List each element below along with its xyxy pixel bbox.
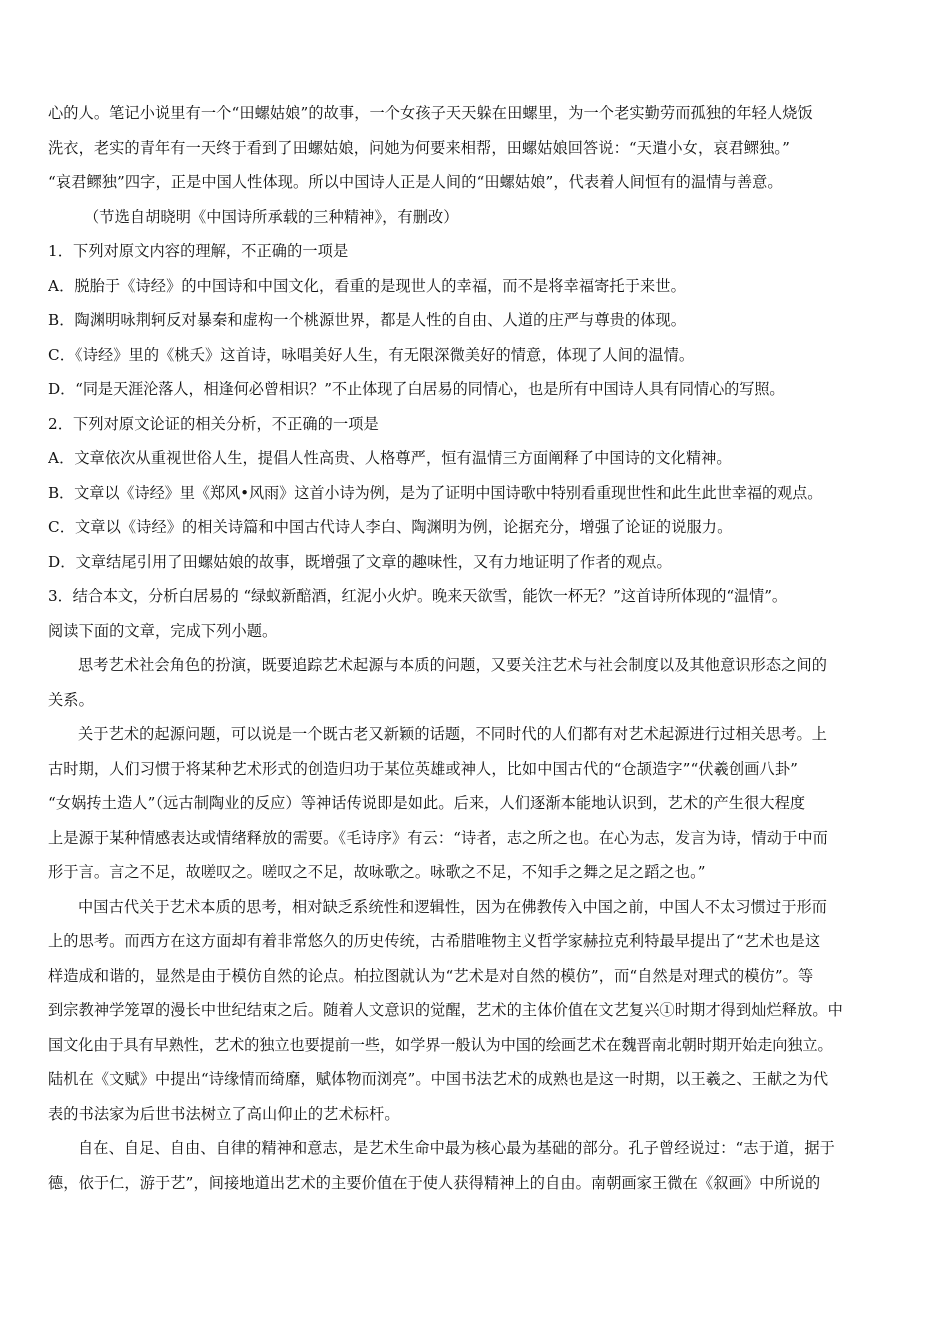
paragraph-line: 上的思考。而西方在这方面却有着非常悠久的历史传统，古希腊唯物主义哲学家赫拉克利特最早提出了“艺术也是这 <box>48 932 821 950</box>
question-2-stem: 2．下列对原文论证的相关分析，不正确的一项是 <box>48 414 379 433</box>
paragraph-line: 国文化由于具有早熟性，艺术的独立也要提前一些，如学界一般认为中国的绘画艺术在魏晋南北朝时期开始走向独立。 <box>48 1035 833 1054</box>
source-note: （节选自胡晓明《中国诗所承载的三种精神》，有删改） <box>84 207 459 226</box>
question-1-option-c: C．《诗经》里的《桃夭》这首诗，咏唱美好人生，有无限深微美好的情意，体现了人间的温情。 <box>48 345 695 364</box>
paragraph-line: 思考艺术社会角色的扮演，既要追踪艺术起源与本质的问题，又要关注艺术与社会制度以及其他意识形态之间的 <box>78 656 828 674</box>
paragraph-line: 德，依于仁，游于艺”，间接地道出艺术的主要价值在于使人获得精神上的自由。南朝画家王微在《叙画》中所说的 <box>48 1173 821 1192</box>
paragraph-line: 样造成和谐的，显然是由于模仿自然的论点。柏拉图就认为“艺术是对自然的模仿”，而“自然是对理式的模仿”。等 <box>48 966 814 985</box>
paragraph-line: 古时期，人们习惯于将某种艺术形式的创造归功于某位英雄或神人，比如中国古代的“仓颉造字”“伏羲创画八卦” <box>48 759 798 778</box>
question-1-option-d: D．“同是天涯沦落人，相逢何必曾相识？”不止体现了白居易的同情心，也是所有中国诗人具有同情心的写照。 <box>48 380 785 398</box>
paragraph-line: 到宗教神学笼罩的漫长中世纪结束之后。随着人文意识的觉醒，艺术的主体价值在文艺复兴①时期才得到灿烂释放。中 <box>48 1001 843 1019</box>
paragraph-line: 中国古代关于艺术本质的思考，相对缺乏系统性和逻辑性，因为在佛教传入中国之前，中国人不太习惯过于形而 <box>78 897 828 916</box>
question-2-option-d: D．文章结尾引用了田螺姑娘的故事，既增强了文章的趣味性，又有力地证明了作者的观点。 <box>48 552 672 571</box>
reading-instruction: 阅读下面的文章，完成下列小题。 <box>48 621 278 640</box>
question-1-option-a: A．脱胎于《诗经》的中国诗和中国文化，看重的是现世人的幸福，而不是将幸福寄托于来世。 <box>48 276 686 295</box>
paragraph-line: 陆机在《文赋》中提出“诗缘情而绮靡，赋体物而浏亮”。中国书法艺术的成熟也是这一时期，以王羲之、王献之为代 <box>48 1070 829 1088</box>
passage-line: 洗衣，老实的青年有一天终于看到了田螺姑娘，问她为何要来相帮，田螺姑娘回答说：“天遣小女，哀君鳏独。” <box>48 138 790 157</box>
paragraph-line: 上是源于某种情感表达或情绪释放的需要。《毛诗序》有云：“诗者，志之所之也。在心为志，发言为诗，情动于中而 <box>48 828 828 847</box>
passage-line: 心的人。笔记小说里有一个“田螺姑娘”的故事，一个女孩子天天躲在田螺里，为一个老实勤劳而孤独的年轻人烧饭 <box>48 104 813 122</box>
paragraph-line: 形于言。言之不足，故嗟叹之。嗟叹之不足，故咏歌之。咏歌之不足，不知手之舞之足之蹈之也。” <box>48 863 706 881</box>
paragraph-line: 关于艺术的起源问题，可以说是一个既古老又新颖的话题，不同时代的人们都有对艺术起源进行过相关思考。上 <box>78 725 828 743</box>
question-3-stem: 3．结合本文，分析白居易的 “绿蚁新醅酒，红泥小火炉。晚来天欲雪，能饮一杯无？”这首诗所体现的“温情”。 <box>48 587 787 605</box>
question-1-option-b: B．陶渊明咏荆轲反对暴秦和虚构一个桃源世界，都是人性的自由、人道的庄严与尊贵的体现。 <box>48 311 687 329</box>
question-2-option-a: A．文章依次从重视世俗人生，提倡人性高贵、人格尊严，恒有温情三方面阐释了中国诗的文化精神。 <box>48 449 732 467</box>
paragraph-line: “女娲抟土造人”（远古制陶业的反应）等神话传说即是如此。后来，人们逐渐本能地认识到，艺术的产生很大程度 <box>48 794 806 812</box>
passage-line: “哀君鳏独”四字，正是中国人性体现。所以中国诗人正是人间的“田螺姑娘”，代表着人间恒有的温情与善意。 <box>48 173 783 191</box>
exam-page <box>48 96 908 1200</box>
question-2-option-b: B．文章以《诗经》里《郑风•风雨》这首小诗为例，是为了证明中国诗歌中特别看重现世性和此生此世幸福的观点。 <box>48 483 823 502</box>
question-2-option-c: C．文章以《诗经》的相关诗篇和中国古代诗人李白、陶渊明为例，论据充分，增强了论证的说服力。 <box>48 518 733 536</box>
question-1-stem: 1．下列对原文内容的理解，不正确的一项是 <box>48 242 349 260</box>
paragraph-line: 关系。 <box>48 690 94 709</box>
paragraph-line: 表的书法家为后世书法树立了高山仰止的艺术标杆。 <box>48 1104 400 1123</box>
paragraph-line: 自在、自足、自由、自律的精神和意志，是艺术生命中最为核心最为基础的部分。孔子曾经说过：“志于道，据于 <box>78 1139 835 1157</box>
